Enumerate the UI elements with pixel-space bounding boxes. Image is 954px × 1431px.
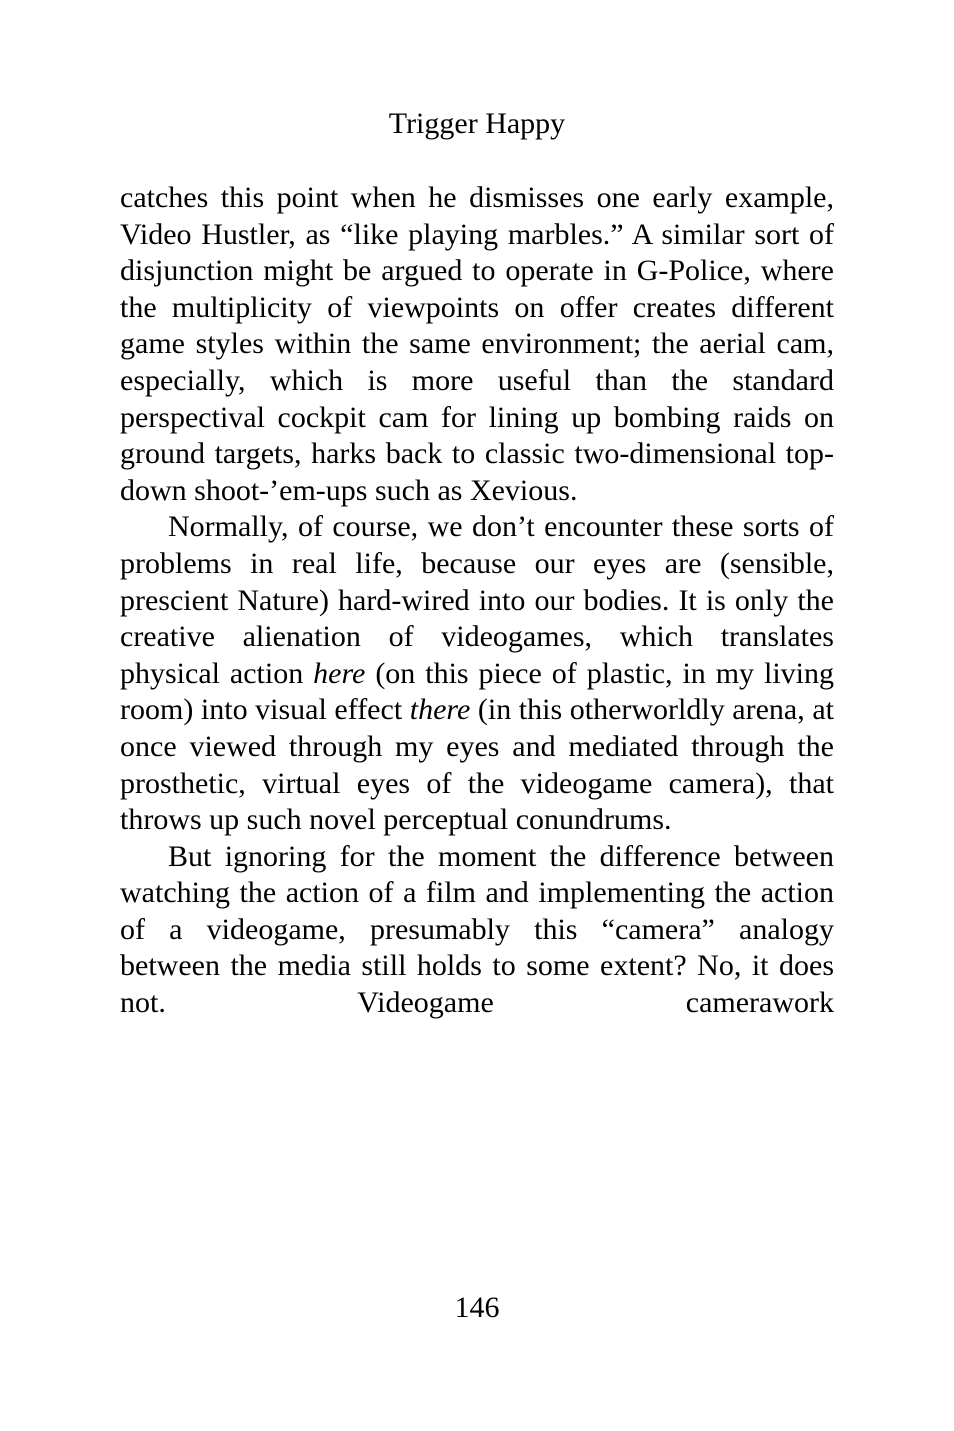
paragraph-3: But ignoring for the moment the difference between watching the action of a film and implementing the action of a videogame, presumably this “camera” analogy between the media still holds to some extent? No, it does not. Videogame camerawork [120, 839, 834, 1020]
paragraph-2-text-a: Normally, of course, we don’t encounter these sorts of problems in real life, because our eyes are (sensible, prescient Nature) hard-wired into our bodies. It is only the creative alienation of videogames, which translates physical action [120, 510, 834, 690]
body-text [120, 180, 834, 1022]
paragraph-2-text-e: (in this otherworldly arena, at once viewed through my eyes and mediated through the prosthetic, virtual eyes of the videogame camera), that throws up such novel perceptual conundrums. [120, 693, 834, 837]
paragraph-2-text-c: (on this piece of plastic, in my living room) into visual effect [120, 656, 835, 727]
running-title: Trigger Happy [388, 107, 566, 140]
emphasis-there: there [409, 693, 471, 727]
paragraph-2 [120, 509, 834, 838]
paragraph-1: catches this point when he dismisses one early example, Video Hustler, as “like playing marbles.” A similar sort of disjunction might be argued to operate in G-Police, where the multiplicity of viewpoints on offer creates different game styles within the same environment; the aerial cam, especially, which is more useful than the standard perspectival cockpit cam for lining up bombing raids on ground targets, harks back to classic two-dimensional top-down shoot-’em-ups such as Xevious. [120, 181, 834, 507]
emphasis-here: here [313, 656, 366, 690]
page-number: 146 [454, 1291, 500, 1324]
